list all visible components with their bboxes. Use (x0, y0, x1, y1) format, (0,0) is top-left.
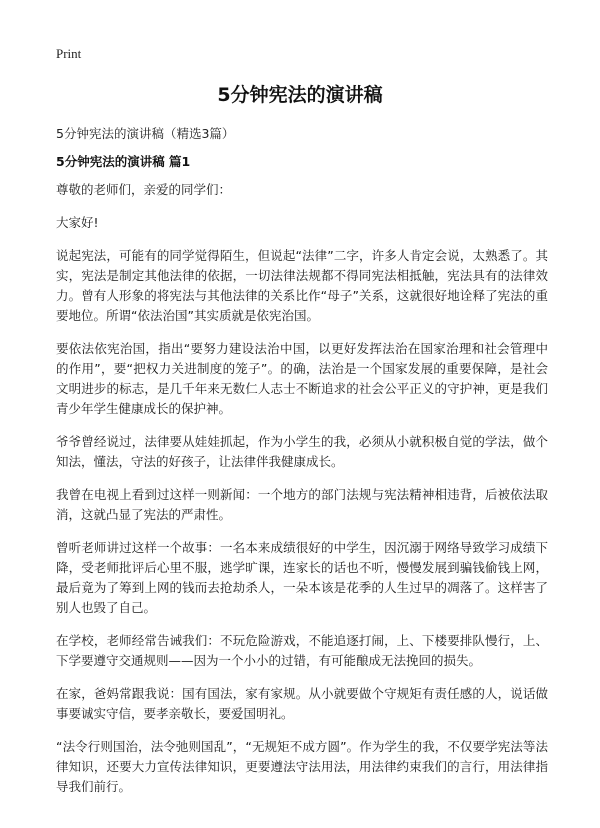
body-paragraph: 说起宪法，可能有的同学觉得陌生，但说起“法律”二字，许多人肯定会说，太熟悉了。其实，宪法是制定其他法律的依据，一切法律法规都不得同宪法相抵触，宪法具有的法律效力。曾有人形象的将宪法与其他法律的关系比作“母子”关系，这就很好地诠释了宪法的重要地位。所谓“依法治国”其实质就是依宪治国。 (56, 248, 548, 323)
print-link[interactable]: Print (56, 46, 82, 61)
speech-body (56, 180, 548, 810)
document-subtitle: 5分钟宪法的演讲稿（精选3篇） (56, 126, 235, 141)
body-paragraph: “法令行则国治，法令弛则国乱”，“无规矩不成方圆”。作为学生的我，不仅要学宪法等法律知识，还要大力宣传法律知识，更要遵法守法用法，用法律约束我们的言行，用法律指导我们前行。 (56, 739, 548, 794)
body-paragraph: 在学校，老师经常告诫我们：不玩危险游戏，不能追逐打闹，上、下楼要排队慢行，上、下学要遵守交通规则——因为一个小小的过错，有可能酿成无法挽回的损失。 (56, 633, 548, 668)
body-paragraph: 我曾在电视上看到过这样一则新闻：一个地方的部门法规与宪法精神相违背，后被依法取消，这就凸显了宪法的严肃性。 (56, 487, 548, 522)
page-title: 5分钟宪法的演讲稿 (217, 84, 383, 106)
body-paragraph: 在家，爸妈常跟我说：国有国法，家有家规。从小就要做个守规矩有责任感的人，说话做事要诚实守信，要孝亲敬长，要爱国明礼。 (56, 686, 548, 721)
section-heading: 5分钟宪法的演讲稿 篇1 (56, 154, 191, 169)
hello-paragraph: 大家好! (56, 215, 99, 230)
body-paragraph: 爷爷曾经说过，法律要从娃娃抓起，作为小学生的我，必须从小就积极自觉的学法，做个知法，懂法，守法的好孩子，让法律伴我健康成长。 (56, 434, 548, 469)
body-paragraph: 要依法依宪治国，指出“要努力建设法治中国，以更好发挥法治在国家治理和社会管理中的作用”，要“把权力关进制度的笼子”。的确，法治是一个国家发展的重要保障，是社会文明进步的标志，是几千年来无数仁人志士不断追求的社会公平正义的守护神，更是我们青少年学生健康成长的保护神。 (56, 341, 548, 416)
greeting-paragraph: 尊敬的老师们，亲爱的同学们： (56, 182, 232, 197)
body-paragraph: 曾听老师讲过这样一个故事：一名本来成绩很好的中学生，因沉溺于网络导致学习成绩下降，受老师批评后心里不服，逃学旷课，连家长的话也不听，慢慢发展到骗钱偷钱上网，最后竟为了筹到上网的钱而去抢劫杀人，一朵本该是花季的人生过早的凋落了。这样害了别人也毁了自己。 (56, 540, 548, 615)
